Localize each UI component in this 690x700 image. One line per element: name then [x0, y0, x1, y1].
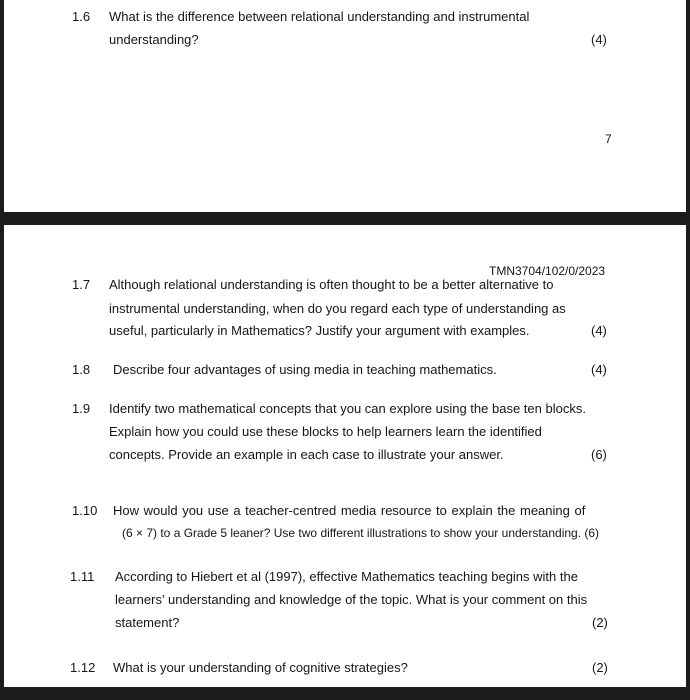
question-1-11-text-line3: statement? — [115, 615, 180, 630]
question-1-7-text-line2: instrumental understanding, when do you regard each type of understanding as — [109, 301, 566, 316]
question-1-10-text-line1: How would you use a teacher-centred media resource to explain the meaning of — [113, 503, 586, 518]
question-number-1-12: 1.12 — [70, 660, 96, 675]
document-page-top — [4, 0, 686, 212]
question-1-9-marks: (6) — [591, 447, 607, 462]
question-1-6-marks: (4) — [591, 32, 607, 47]
question-number-1-6: 1.6 — [72, 9, 91, 24]
question-number-1-11: 1.11 — [70, 569, 95, 584]
question-number-1-9: 1.9 — [72, 401, 91, 416]
question-1-8-text-line1: Describe four advantages of using media in teaching mathematics. — [113, 362, 497, 377]
question-number-1-7: 1.7 — [72, 277, 91, 292]
header-course-code: TMN3704/102/0/2023 — [489, 264, 606, 278]
question-1-12-text-line1: What is your understanding of cognitive strategies? — [113, 660, 408, 675]
question-1-11-text-line2: learners’ understanding and knowledge of the topic. What is your comment on this — [115, 592, 588, 607]
question-number-1-8: 1.8 — [72, 362, 91, 377]
question-number-1-10: 1.10 — [72, 503, 98, 518]
question-1-9-text-line3: concepts. Provide an example in each case to illustrate your answer. — [109, 447, 504, 462]
question-1-8-marks: (4) — [591, 362, 607, 377]
question-1-6-text-line2: understanding? — [109, 32, 199, 47]
question-1-7-text-line1: Although relational understanding is often thought to be a better alternative to — [109, 277, 554, 292]
question-1-7-text-line3: useful, particularly in Mathematics? Justify your argument with examples. — [109, 323, 530, 338]
question-1-11-marks: (2) — [592, 615, 608, 630]
question-1-11-text-line1: According to Hiebert et al (1997), effective Mathematics teaching begins with the — [115, 569, 578, 584]
question-1-10-text-line2: (6 × 7) to a Grade 5 leaner? Use two different illustrations to show your understanding. (6) — [122, 526, 600, 540]
question-1-6-text-line1: What is the difference between relational understanding and instrumental — [109, 9, 530, 24]
question-1-7-marks: (4) — [591, 323, 607, 338]
question-1-9-text-line1: Identify two mathematical concepts that you can explore using the base ten blocks. — [109, 401, 586, 416]
page-number: 7 — [605, 132, 612, 146]
question-1-9-text-line2: Explain how you could use these blocks to help learners learn the identified — [109, 424, 542, 439]
question-1-12-marks: (2) — [592, 660, 608, 675]
document-page-bottom — [4, 225, 686, 687]
